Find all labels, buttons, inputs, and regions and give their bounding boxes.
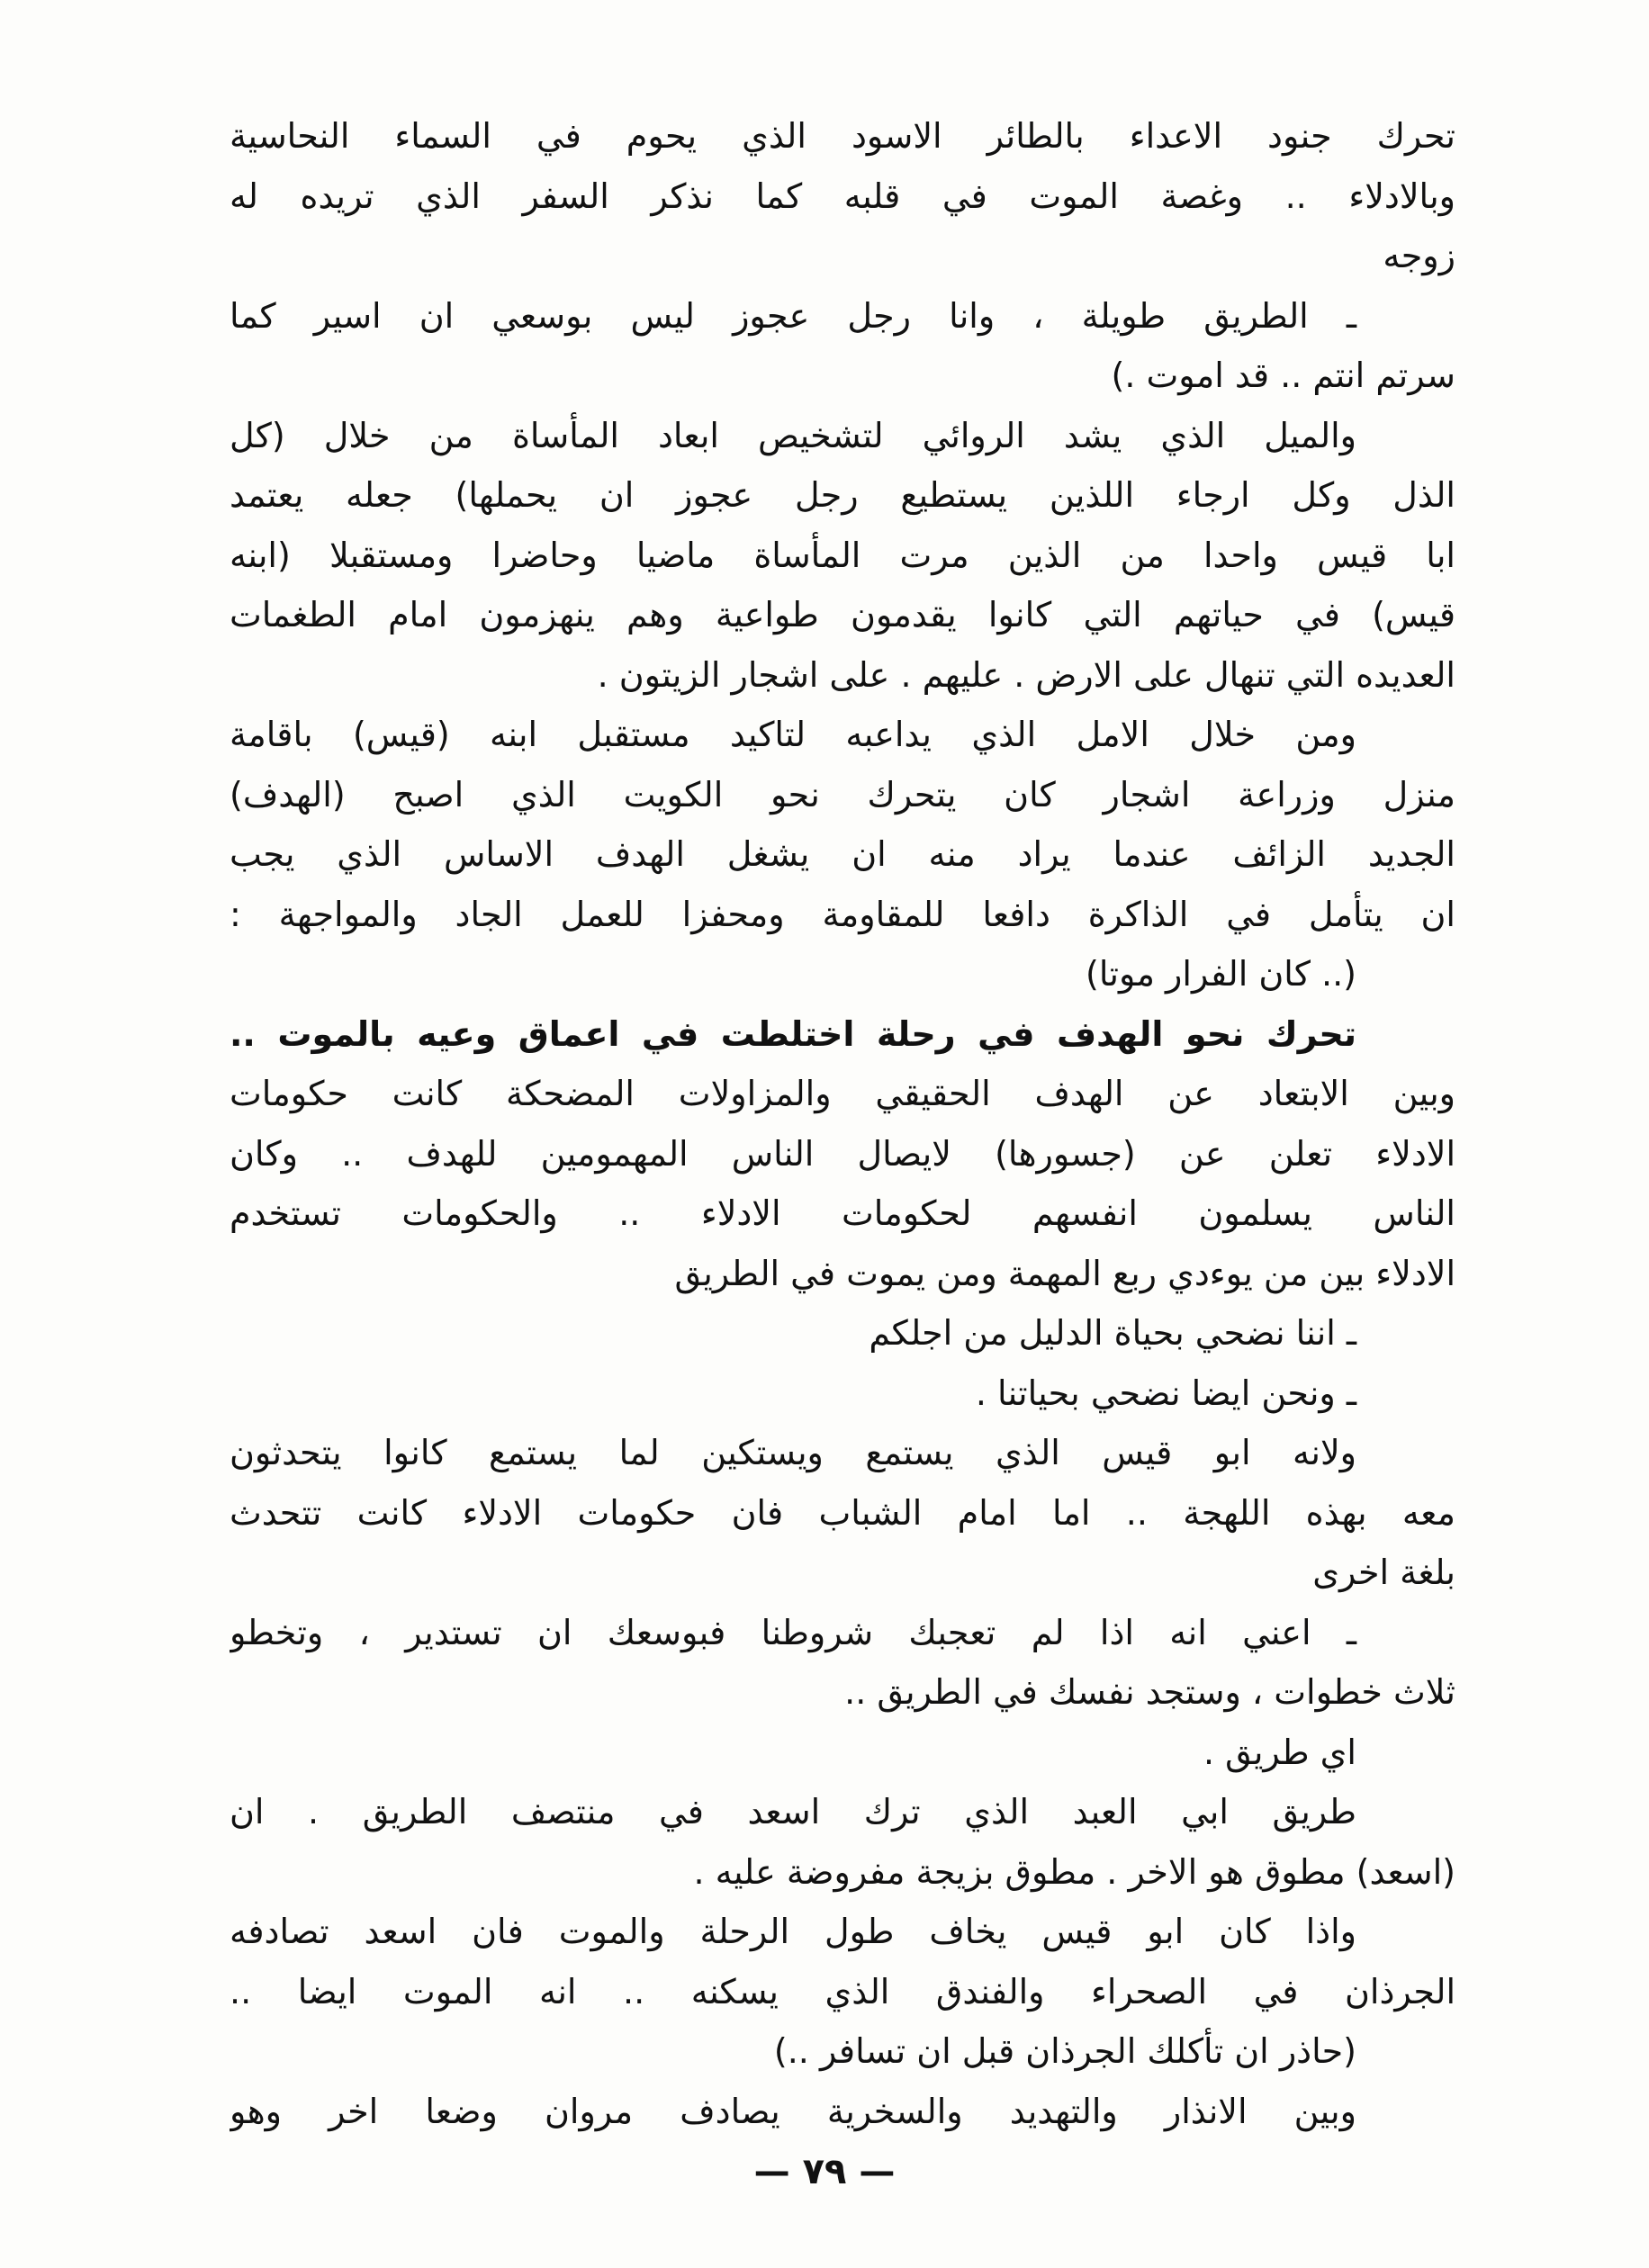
text-line: الجرذان في الصحراء والفندق الذي يسكنه .. انه الموت ايضا .. bbox=[230, 1971, 1455, 2012]
paragraph-start: ولانه ابو قيس الذي يستمع ويستكين لما يستمع كانوا يتحدثون bbox=[230, 1433, 1356, 1472]
quote-line: (حاذر ان تأكلك الجرذان قبل ان تسافر ..) bbox=[773, 2031, 1356, 2071]
text-line: العديده التي تنهال على الارض . عليهم . على اشجار الزيتون . bbox=[597, 654, 1455, 695]
text-line: ان يتأمل في الذاكرة دافعا للمقاومة ومحفزا للعمل الجاد والمواجهة : bbox=[230, 894, 1455, 934]
paragraph-start: والميل الذي يشد الروائي لتشخيص ابعاد المأساة من خلال (كل bbox=[230, 415, 1356, 455]
dialogue-line: ـ اننا نضحي بحياة الدليل من اجلكم bbox=[869, 1313, 1356, 1353]
text-line: الذل وكل ارجاء اللذين يستطيع رجل عجوز ان يحملها) جعله يعتمد bbox=[230, 475, 1455, 515]
paragraph-start: تحرك نحو الهدف في رحلة اختلطت في اعماق وعيه بالموت .. bbox=[230, 1013, 1356, 1054]
quote-line: سرتم انتم .. قد اموت .) bbox=[1111, 356, 1455, 395]
text-line: وبالادلاء .. وغصة الموت في قلبه كما نذكر السفر الذي تريده له bbox=[230, 176, 1455, 216]
quote-line: (.. كان الفرار موتا) bbox=[1086, 954, 1356, 994]
dialogue-line: ـ ونحن ايضا نضحي بحياتنا . bbox=[975, 1372, 1356, 1413]
quote-line: ـ الطريق طويلة ، وانا رجل عجوز ليس بوسعي ان اسير كما bbox=[230, 295, 1356, 336]
page-number: — ٧٩ — bbox=[753, 2151, 896, 2192]
text-line: منزل وزراعة اشجار كان يتحرك نحو الكويت الذي اصبح (الهدف) bbox=[230, 774, 1455, 814]
text-line: اي طريق . bbox=[1203, 1732, 1356, 1772]
text-line: وبين الابتعاد عن الهدف الحقيقي والمزاولات المضحكة كانت حكومات bbox=[230, 1074, 1455, 1113]
text-line: الناس يسلمون انفسهم لحكومات الادلاء .. والحكومات تستخدم bbox=[230, 1193, 1455, 1233]
paragraph-start: واذا كان ابو قيس يخاف طول الرحلة والموت فان اسعد تصادفه bbox=[230, 1912, 1356, 1951]
text-line: تحرك جنود الاعداء بالطائر الاسود الذي يحوم في السماء النحاسية bbox=[230, 116, 1455, 156]
text-line: الجديد الزائف عندما يراد منه ان يشغل الهدف الاساس الذي يجب bbox=[230, 834, 1455, 874]
text-line: ابا قيس واحدا من الذين مرت المأساة ماضيا وحاضرا ومستقبلا (ابنه bbox=[230, 535, 1455, 575]
text-line: (اسعد) مطوق هو الاخر . مطوق بزيجة مفروضة عليه . bbox=[693, 1851, 1455, 1892]
paragraph-start: طريق ابي العبد الذي ترك اسعد في منتصف الطريق . ان bbox=[230, 1792, 1356, 1832]
text-line: بلغة اخرى bbox=[1312, 1552, 1455, 1592]
paragraph-start: وبين الانذار والتهديد والسخرية يصادف مروان وضعا اخر وهو bbox=[230, 2091, 1356, 2131]
text-line: معه بهذه اللهجة .. اما امام الشباب فان حكومات الادلاء كانت تتحدث bbox=[230, 1492, 1455, 1533]
text-line: الادلاء بين من يوءدي ربع المهمة ومن يموت في الطريق bbox=[674, 1253, 1455, 1293]
paragraph-start: ومن خلال الامل الذي يداعبه لتاكيد مستقبل ابنه (قيس) باقامة bbox=[230, 715, 1356, 754]
text-line: قيس) في حياتهم التي كانوا يقدمون طواعية وهم ينهزمون امام الطغمات bbox=[230, 595, 1455, 634]
text-line: ثلاث خطوات ، وستجد نفسك في الطريق .. bbox=[844, 1672, 1455, 1712]
body-text bbox=[230, 106, 1455, 2141]
dialogue-line: ـ اعني انه اذا لم تعجبك شروطنا فبوسعك ان تستدير ، وتخطو bbox=[230, 1612, 1356, 1652]
text-line: الادلاء تعلن عن (جسورها) لايصال الناس المهمومين للهدف .. وكان bbox=[230, 1133, 1455, 1174]
text-line: زوجه bbox=[1383, 236, 1455, 275]
